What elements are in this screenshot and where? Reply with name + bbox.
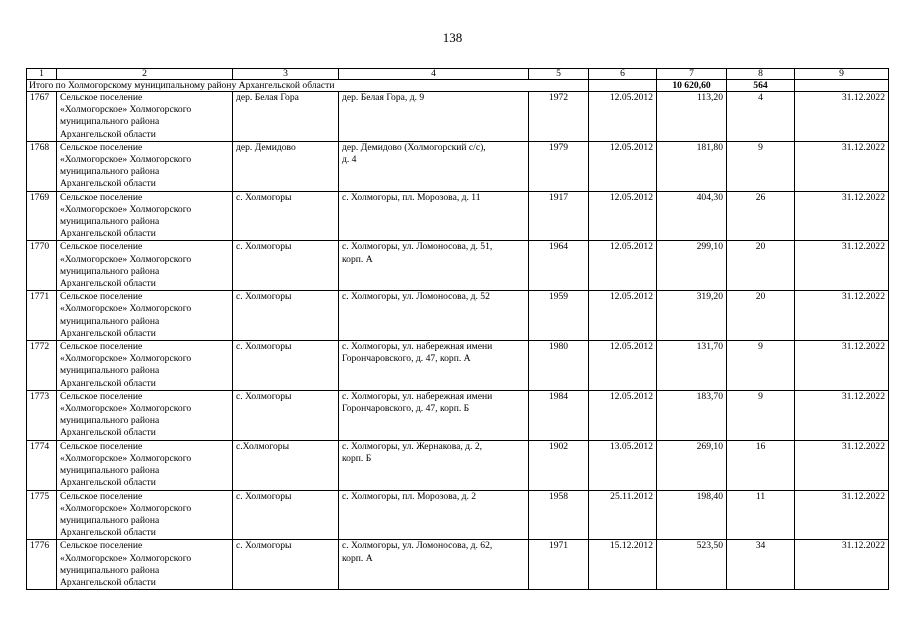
living-area: 299,10 (657, 241, 727, 291)
column-number: 6 (589, 69, 657, 80)
settlement-name-line: «Холмогорское» Холмогорского (60, 203, 192, 215)
row-number: 1771 (27, 291, 57, 341)
row-number: 1774 (27, 440, 57, 490)
total-empty-cell (795, 80, 889, 92)
address-line: Горончаровского, д. 47, корп. А (342, 353, 471, 365)
address (339, 241, 529, 291)
resettlement-deadline: 31.12.2022 (795, 291, 889, 341)
settlement-name-line: Архангельской области (60, 427, 156, 439)
column-number: 7 (657, 69, 727, 80)
address-line: дер. Демидово (Холмогорский с/с), (342, 141, 486, 153)
resettlement-deadline: 31.12.2022 (795, 92, 889, 142)
column-number: 9 (795, 69, 889, 80)
construction-year: 1958 (529, 490, 589, 540)
living-area: 131,70 (657, 341, 727, 391)
locality: с. Холмогоры (233, 341, 339, 391)
row-number: 1769 (27, 191, 57, 241)
address-line: корп. А (342, 552, 373, 564)
address-line: с. Холмогоры, ул. набережная имени (342, 341, 493, 353)
residents-count: 4 (727, 92, 795, 142)
column-number: 5 (529, 69, 589, 80)
row-number: 1767 (27, 92, 57, 142)
locality: с. Холмогоры (233, 490, 339, 540)
row-number: 1775 (27, 490, 57, 540)
total-area: 10 620,60 (657, 80, 727, 92)
settlement-name-line: Архангельской области (60, 278, 156, 290)
settlement-name-line: Сельское поселение (60, 92, 143, 103)
construction-year: 1971 (529, 540, 589, 590)
address (339, 390, 529, 440)
address (339, 291, 529, 341)
table-row (27, 440, 889, 490)
settlement-name (57, 141, 233, 191)
address-line: корп. А (342, 253, 373, 265)
settlement-name-line: муниципального района (60, 216, 160, 228)
settlement-name-line: муниципального района (60, 166, 160, 178)
settlement-name-line: «Холмогорское» Холмогорского (60, 403, 192, 415)
table-row (27, 490, 889, 540)
recognition-date: 25.11.2012 (589, 490, 657, 540)
settlement-name-line: «Холмогорское» Холмогорского (60, 104, 192, 116)
address-line: с. Холмогоры, ул. Ломоносова, д. 62, (342, 540, 493, 552)
recognition-date: 13.05.2012 (589, 440, 657, 490)
settlement-name-line: «Холмогорское» Холмогорского (60, 502, 192, 514)
settlement-name-line: муниципального района (60, 514, 160, 526)
resettlement-deadline: 31.12.2022 (795, 390, 889, 440)
construction-year: 1959 (529, 291, 589, 341)
recognition-date: 12.05.2012 (589, 141, 657, 191)
total-empty-cell (589, 80, 657, 92)
living-area: 269,10 (657, 440, 727, 490)
row-number: 1768 (27, 141, 57, 191)
settlement-name-line: муниципального района (60, 365, 160, 377)
table-row (27, 341, 889, 391)
total-label: Итого по Холмогорскому муниципальному району Архангельской области (27, 80, 589, 92)
settlement-name-line: «Холмогорское» Холмогорского (60, 253, 192, 265)
address-line: Горончаровского, д. 47, корп. Б (342, 403, 470, 415)
residents-count: 34 (727, 540, 795, 590)
settlement-name-line: Сельское поселение (60, 490, 143, 502)
table-row (27, 92, 889, 142)
settlement-name (57, 191, 233, 241)
settlement-name-line: Архангельской области (60, 576, 156, 588)
column-number-row (27, 69, 889, 80)
recognition-date: 12.05.2012 (589, 191, 657, 241)
recognition-date: 12.05.2012 (589, 291, 657, 341)
settlement-name-line: «Холмогорское» Холмогорского (60, 452, 192, 464)
locality: с. Холмогоры (233, 241, 339, 291)
column-number: 4 (339, 69, 529, 80)
row-number: 1776 (27, 540, 57, 590)
settlement-name-line: Сельское поселение (60, 191, 143, 203)
address (339, 540, 529, 590)
table-row (27, 291, 889, 341)
resettlement-deadline: 31.12.2022 (795, 341, 889, 391)
address (339, 440, 529, 490)
settlement-name (57, 390, 233, 440)
locality: дер. Демидово (233, 141, 339, 191)
address-line: с. Холмогоры, ул. набережная имени (342, 390, 493, 402)
row-number: 1770 (27, 241, 57, 291)
row-number: 1772 (27, 341, 57, 391)
settlement-name (57, 341, 233, 391)
residents-count: 20 (727, 291, 795, 341)
address-line: с. Холмогоры, ул. Ломоносова, д. 52 (342, 291, 490, 303)
settlement-name-line: Сельское поселение (60, 141, 143, 153)
settlement-name-line: муниципального района (60, 315, 160, 327)
column-number: 2 (57, 69, 233, 80)
district-total-row (27, 80, 889, 92)
living-area: 183,70 (657, 390, 727, 440)
housing-registry-table (26, 68, 889, 590)
resettlement-deadline: 31.12.2022 (795, 191, 889, 241)
settlement-name-line: муниципального района (60, 415, 160, 427)
living-area: 404,30 (657, 191, 727, 241)
settlement-name (57, 540, 233, 590)
resettlement-deadline: 31.12.2022 (795, 141, 889, 191)
settlement-name (57, 440, 233, 490)
column-number: 1 (27, 69, 57, 80)
settlement-name-line: Архангельской области (60, 527, 156, 539)
table-row (27, 191, 889, 241)
recognition-date: 12.05.2012 (589, 241, 657, 291)
address-line: с. Холмогоры, пл. Морозова, д. 2 (342, 490, 477, 502)
address-line: с. Холмогоры, ул. Жернакова, д. 2, (342, 440, 483, 452)
address-line: с. Холмогоры, ул. Ломоносова, д. 51, (342, 241, 493, 253)
recognition-date: 15.12.2012 (589, 540, 657, 590)
table-row (27, 540, 889, 590)
address-line: д. 4 (342, 154, 357, 166)
locality: с. Холмогоры (233, 291, 339, 341)
recognition-date: 12.05.2012 (589, 92, 657, 142)
residents-count: 9 (727, 341, 795, 391)
construction-year: 1964 (529, 241, 589, 291)
construction-year: 1984 (529, 390, 589, 440)
construction-year: 1980 (529, 341, 589, 391)
address-line: дер. Белая Гора, д. 9 (342, 92, 425, 103)
locality: с. Холмогоры (233, 540, 339, 590)
locality: с. Холмогоры (233, 390, 339, 440)
settlement-name-line: Архангельской области (60, 228, 156, 240)
settlement-name-line: Сельское поселение (60, 390, 143, 402)
total-residents: 564 (727, 80, 795, 92)
locality: дер. Белая Гора (233, 92, 339, 142)
settlement-name-line: «Холмогорское» Холмогорского (60, 353, 192, 365)
settlement-name (57, 92, 233, 142)
settlement-name-line: Сельское поселение (60, 291, 143, 303)
address (339, 191, 529, 241)
residents-count: 20 (727, 241, 795, 291)
table-row (27, 241, 889, 291)
column-number: 3 (233, 69, 339, 80)
resettlement-deadline: 31.12.2022 (795, 241, 889, 291)
resettlement-deadline: 31.12.2022 (795, 440, 889, 490)
residents-count: 26 (727, 191, 795, 241)
settlement-name-line: муниципального района (60, 465, 160, 477)
settlement-name-line: Архангельской области (60, 327, 156, 339)
settlement-name-line: Архангельской области (60, 477, 156, 489)
settlement-name-line: Сельское поселение (60, 341, 143, 353)
resettlement-deadline: 31.12.2022 (795, 490, 889, 540)
page-number: 138 (442, 30, 463, 45)
settlement-name-line: «Холмогорское» Холмогорского (60, 552, 192, 564)
living-area: 198,40 (657, 490, 727, 540)
resettlement-deadline: 31.12.2022 (795, 540, 889, 590)
address-line: корп. Б (342, 452, 372, 464)
settlement-name-line: Архангельской области (60, 178, 156, 190)
table-row (27, 141, 889, 191)
address (339, 92, 529, 142)
row-number: 1773 (27, 390, 57, 440)
locality: с. Холмогоры (233, 191, 339, 241)
address (339, 341, 529, 391)
column-number: 8 (727, 69, 795, 80)
settlement-name-line: муниципального района (60, 564, 160, 576)
address (339, 490, 529, 540)
construction-year: 1972 (529, 92, 589, 142)
settlement-name (57, 291, 233, 341)
settlement-name-line: «Холмогорское» Холмогорского (60, 303, 192, 315)
address-line: с. Холмогоры, пл. Морозова, д. 11 (342, 191, 481, 203)
construction-year: 1902 (529, 440, 589, 490)
settlement-name-line: Сельское поселение (60, 241, 143, 253)
residents-count: 16 (727, 440, 795, 490)
recognition-date: 12.05.2012 (589, 390, 657, 440)
settlement-name-line: Архангельской области (60, 377, 156, 389)
construction-year: 1917 (529, 191, 589, 241)
living-area: 319,20 (657, 291, 727, 341)
table-row (27, 390, 889, 440)
residents-count: 11 (727, 490, 795, 540)
residents-count: 9 (727, 390, 795, 440)
construction-year: 1979 (529, 141, 589, 191)
settlement-name (57, 241, 233, 291)
locality: с.Холмогоры (233, 440, 339, 490)
settlement-name-line: Сельское поселение (60, 540, 143, 552)
living-area: 181,80 (657, 141, 727, 191)
living-area: 523,50 (657, 540, 727, 590)
settlement-name (57, 490, 233, 540)
residents-count: 9 (727, 141, 795, 191)
settlement-name-line: муниципального района (60, 265, 160, 277)
settlement-name-line: Сельское поселение (60, 440, 143, 452)
recognition-date: 12.05.2012 (589, 341, 657, 391)
address (339, 141, 529, 191)
settlement-name-line: «Холмогорское» Холмогорского (60, 154, 192, 166)
living-area: 113,20 (657, 92, 727, 142)
settlement-name-line: муниципального района (60, 116, 160, 128)
settlement-name-line: Архангельской области (60, 128, 156, 140)
